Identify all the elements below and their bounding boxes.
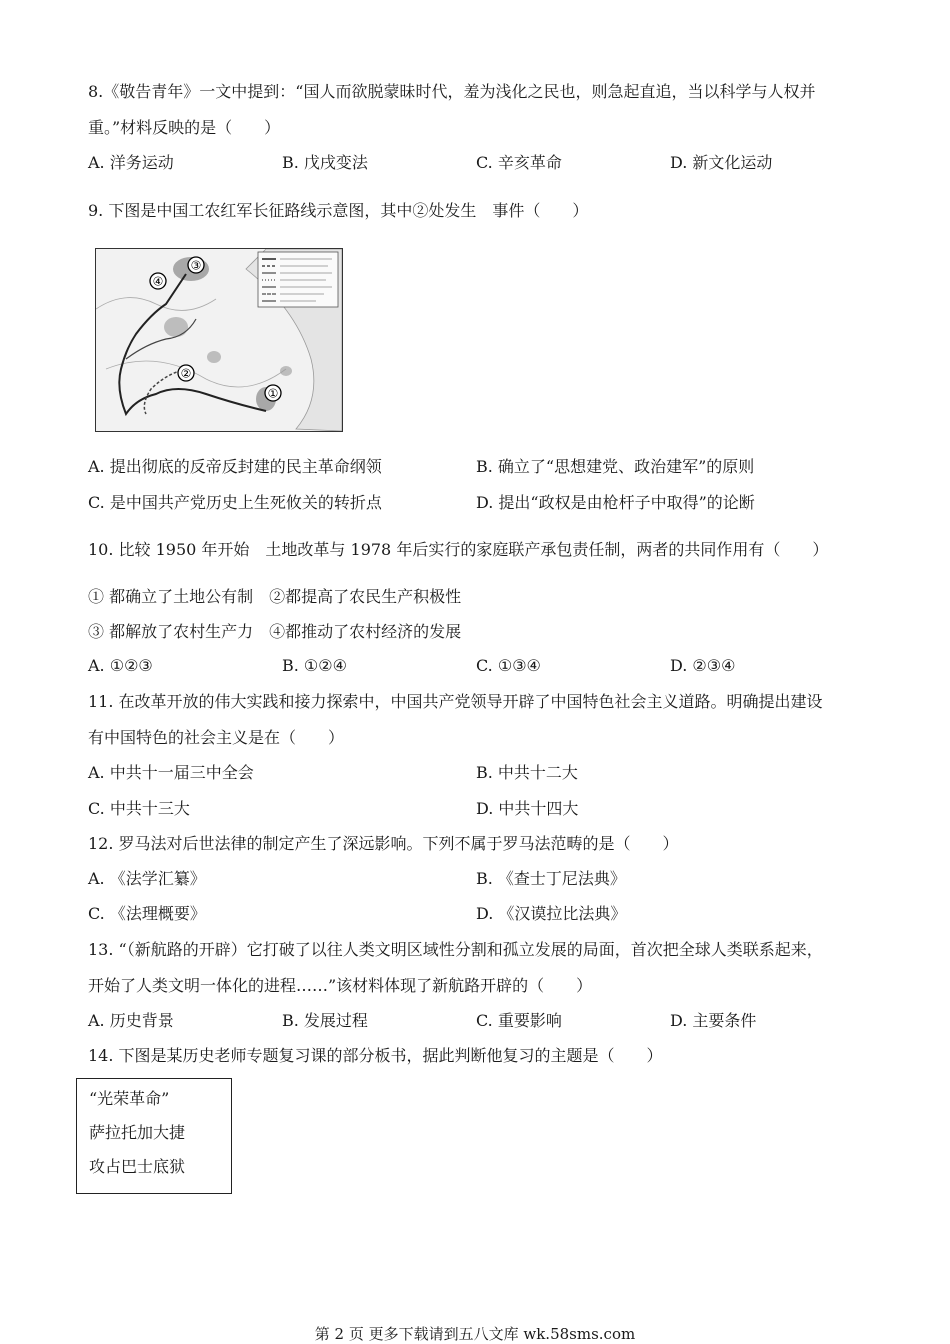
q11-option-c: C. 中共十三大 [88,799,190,818]
blackboard-notes-box [76,1078,232,1194]
q13-option-b: B. 发展过程 [282,1011,368,1030]
q13-stem-line2: 开始了人类文明一体化的进程……”该材料体现了新航路开辟的（ ） [88,976,593,995]
q10-option-a: A. ①②③ [88,656,153,675]
board-item-1: “光荣革命” [89,1089,170,1108]
long-march-route-map [95,248,343,432]
map-marker-4-label: ④ [152,274,164,289]
q12-option-d: D. 《汉谟拉比法典》 [476,904,627,923]
board-item-2: 萨拉托加大捷 [89,1123,186,1142]
q12-option-a: A. 《法学汇纂》 [88,869,206,888]
q10-option-b: B. ①②④ [282,656,347,675]
map-illustration [96,249,342,431]
q13-option-d: D. 主要条件 [670,1011,757,1030]
q13-stem-line1: 13. “（新航路的开辟）它打破了以往人类文明区域性分割和孤立发展的局面，首次把全球人类联系起来， [88,940,823,959]
q11-stem-line1: 11. 在改革开放的伟大实践和接力探索中，中国共产党领导开辟了中国特色社会主义道路。明确提出建设 [88,692,823,711]
q9-option-b: B. 确立了“思想建党、政治建军”的原则 [476,457,755,476]
board-item-3: 攻占巴士底狱 [89,1157,186,1176]
q11-option-a: A. 中共十一届三中全会 [88,763,254,782]
q10-statement-2: ③ 都解放了农村生产力 ④都推动了农村经济的发展 [88,622,462,641]
q11-option-b: B. 中共十二大 [476,763,578,782]
map-marker-3-label: ③ [190,258,202,273]
q13-option-c: C. 重要影响 [476,1011,562,1030]
map-marker-3 [188,257,204,273]
q8-stem-line2: 重。”材料反映的是（ ） [88,118,281,137]
q8-option-d: D. 新文化运动 [670,153,773,172]
q10-statement-1: ① 都确立了土地公有制 ②都提高了农民生产积极性 [88,587,462,606]
q11-stem-line2: 有中国特色的社会主义是在（ ） [88,728,345,747]
q12-option-c: C. 《法理概要》 [88,904,206,923]
q11-option-d: D. 中共十四大 [476,799,579,818]
q10-stem: 10. 比较 1950 年开始 土地改革与 1978 年后实行的家庭联产承包责任制，两者的共同作用有（ ） [88,540,829,559]
q9-stem: 9. 下图是中国工农红军长征路线示意图，其中②处发生 事件（ ） [88,201,589,220]
map-marker-1-label: ① [267,386,279,401]
q14-stem: 14. 下图是某历史老师专题复习课的部分板书，据此判断他复习的主题是（ ） [88,1046,663,1065]
q12-stem: 12. 罗马法对后世法律的制定产生了深远影响。下列不属于罗马法范畴的是（ ） [88,834,679,853]
q12-option-b: B. 《查士丁尼法典》 [476,869,626,888]
map-marker-1 [265,385,281,401]
map-marker-4 [150,273,166,289]
q8-option-c: C. 辛亥革命 [476,153,562,172]
q9-option-d: D. 提出“政权是由枪杆子中取得”的论断 [476,493,755,512]
q8-option-a: A. 洋务运动 [88,153,174,172]
q9-option-a: A. 提出彻底的反帝反封建的民主革命纲领 [88,457,382,476]
map-marker-2 [178,365,194,381]
q9-option-c: C. 是中国共产党历史上生死攸关的转折点 [88,493,382,512]
page-footer: 第 2 页 更多下载请到五八文库 wk.58sms.com [314,1325,636,1343]
q8-option-b: B. 戊戌变法 [282,153,368,172]
q13-option-a: A. 历史背景 [88,1011,174,1030]
q10-option-c: C. ①③④ [476,656,541,675]
map-marker-2-label: ② [180,366,192,381]
q10-option-d: D. ②③④ [670,656,736,675]
q8-stem-line1: 8.《敬告青年》一文中提到：“国人而欲脱蒙昧时代，羞为浅化之民也，则急起直追，当以科学与人权并 [88,82,816,101]
